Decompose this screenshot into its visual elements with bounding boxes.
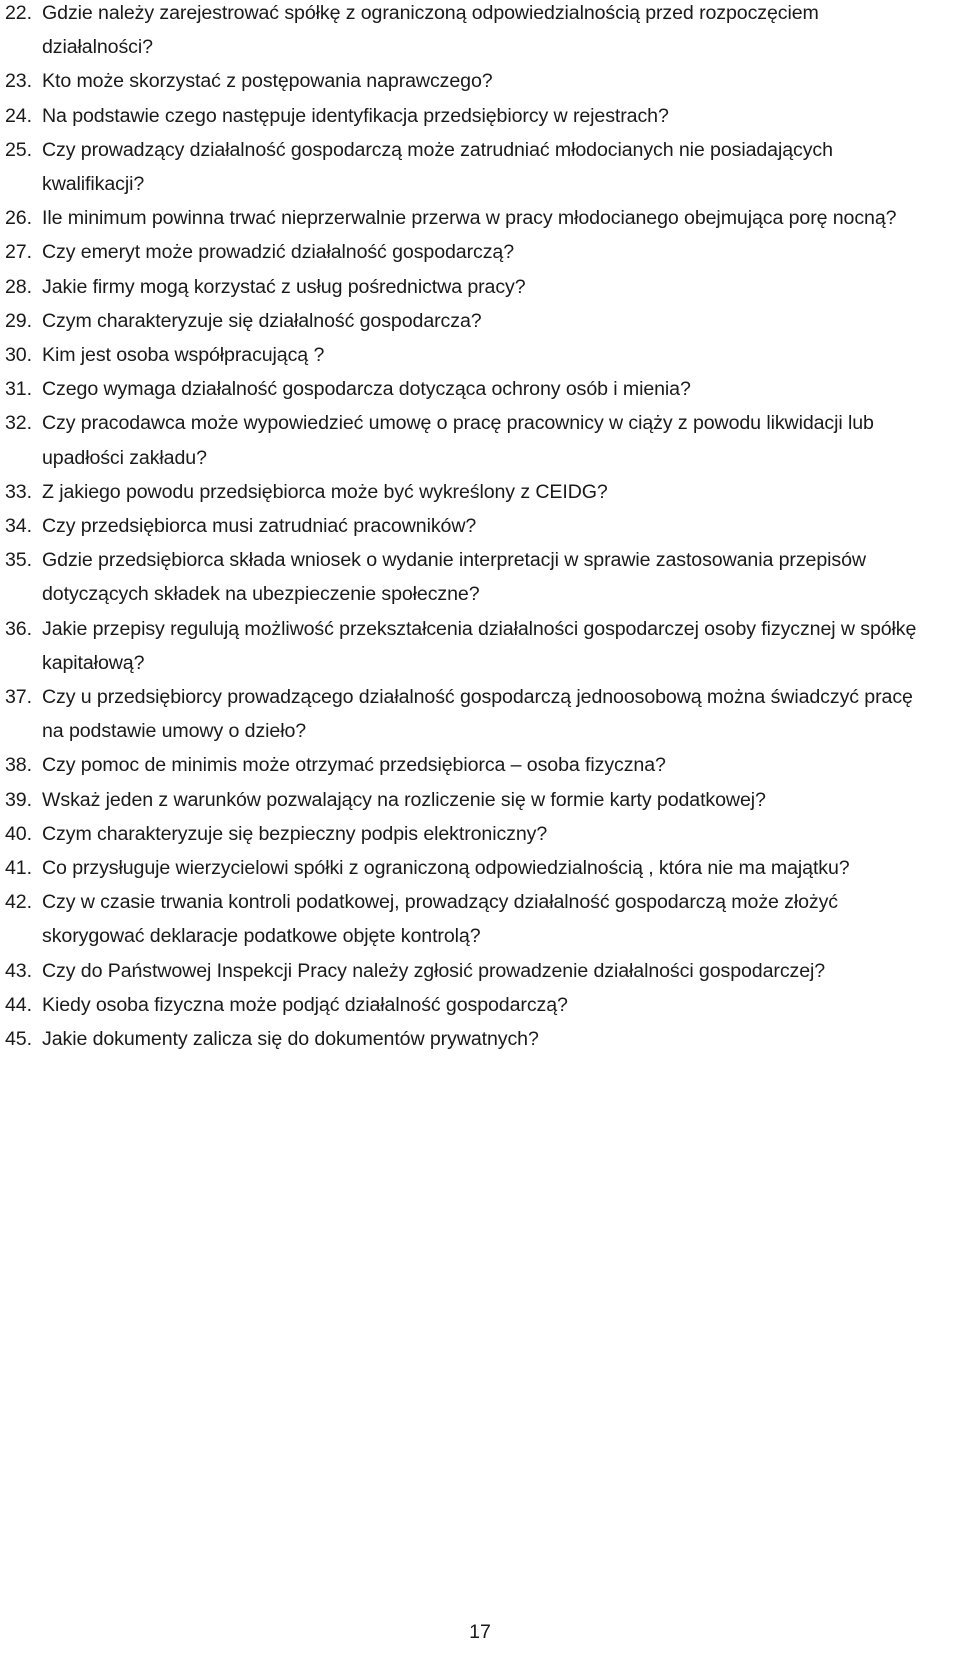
question-number: 22.: [5, 2, 32, 24]
question-text: Czym charakteryzuje się działalność gospodarcza?: [42, 309, 482, 332]
question-text: Kim jest osoba współpracującą ?: [42, 344, 325, 367]
question-number: 32.: [5, 412, 32, 435]
question-number: 31.: [5, 378, 32, 401]
question-item-41: [5, 851, 925, 885]
question-item-22: [5, 0, 925, 64]
question-item-28: [5, 270, 925, 304]
question-item-32: [5, 406, 925, 474]
question-number: 29.: [5, 309, 32, 332]
question-number: 44.: [5, 993, 32, 1016]
question-text: Czego wymaga działalność gospodarcza dotycząca ochrony osób i mienia?: [42, 378, 691, 401]
question-item-23: [5, 64, 925, 98]
question-item-33: [5, 475, 925, 509]
question-text: Czy przedsiębiorca musi zatrudniać pracowników?: [42, 515, 477, 538]
question-item-38: [5, 748, 925, 782]
question-item-35: [5, 543, 925, 611]
question-text: Czy prowadzący działalność gospodarczą może zatrudniać młodocianych nie posiadających kwalifikacji?: [42, 138, 833, 196]
question-item-36: [5, 612, 925, 680]
page-number: 17: [469, 1621, 491, 1643]
question-item-37: [5, 680, 925, 748]
question-text: Ile minimum powinna trwać nieprzerwalnie przerwa w pracy młodocianego obejmująca porę nocną?: [42, 207, 897, 230]
question-text: Jakie firmy mogą korzystać z usług pośrednictwa pracy?: [42, 275, 526, 298]
question-number: 45.: [5, 1028, 32, 1051]
question-text: Z jakiego powodu przedsiębiorca może być wykreślony z CEIDG?: [42, 480, 608, 503]
question-item-30: [5, 338, 925, 372]
question-number: 23.: [5, 70, 32, 93]
question-text: Czy emeryt może prowadzić działalność gospodarczą?: [42, 241, 514, 264]
question-text: Czym charakteryzuje się bezpieczny podpis elektroniczny?: [42, 822, 548, 845]
question-number: 26.: [5, 207, 32, 230]
question-item-40: [5, 817, 925, 851]
question-text: Co przysługuje wierzycielowi spółki z ograniczoną odpowiedzialnością , która nie ma majątku?: [42, 857, 850, 880]
question-number: 39.: [5, 788, 32, 811]
question-text: Gdzie należy zarejestrować spółkę z ograniczoną odpowiedzialnością przed rozpoczęciem działalności?: [42, 2, 819, 59]
question-number: 42.: [5, 891, 32, 914]
question-number: 34.: [5, 515, 32, 538]
question-item-45: [5, 1022, 925, 1056]
question-item-27: [5, 235, 925, 269]
question-item-44: [5, 988, 925, 1022]
question-number: 37.: [5, 686, 32, 709]
question-item-43: [5, 954, 925, 988]
question-number: 38.: [5, 754, 32, 777]
question-number: 28.: [5, 275, 32, 298]
question-text: Gdzie przedsiębiorca składa wniosek o wydanie interpretacji w sprawie zastosowania przepisów dotyczących składek na ubezpieczenie społeczne?: [42, 549, 866, 606]
question-text: Czy w czasie trwania kontroli podatkowej, prowadzący działalność gospodarczą może złożyć skorygować deklaracje podatkowe objęte kontrolą?: [42, 891, 838, 948]
question-number: 24.: [5, 104, 32, 127]
question-item-29: [5, 304, 925, 338]
question-number: 40.: [5, 822, 32, 845]
question-text: Czy u przedsiębiorcy prowadzącego działalność gospodarczą jednoosobową można świadczyć pracę na podstawie umowy o dzieło?: [42, 686, 913, 743]
question-text: Na podstawie czego następuje identyfikacja przedsiębiorcy w rejestrach?: [42, 104, 669, 127]
question-item-26: [5, 201, 925, 235]
question-item-25: [5, 133, 925, 201]
question-number: 27.: [5, 241, 32, 264]
question-number: 43.: [5, 959, 32, 982]
question-number: 30.: [5, 344, 32, 367]
question-item-42: [5, 885, 925, 953]
question-number: 35.: [5, 549, 32, 572]
question-item-34: [5, 509, 925, 543]
question-text: Kiedy osoba fizyczna może podjąć działalność gospodarczą?: [42, 993, 568, 1016]
question-number: 36.: [5, 617, 32, 640]
question-item-24: [5, 99, 925, 133]
question-text: Jakie przepisy regulują możliwość przekształcenia działalności gospodarczej osoby fizycznej w spółkę kapitałową?: [42, 617, 917, 674]
question-item-39: [5, 783, 925, 817]
question-text: Czy do Państwowej Inspekcji Pracy należy zgłosić prowadzenie działalności gospodarczej?: [42, 959, 826, 982]
question-text: Czy pomoc de minimis może otrzymać przedsiębiorca – osoba fizyczna?: [42, 754, 666, 777]
question-number: 25.: [5, 138, 32, 161]
question-text: Kto może skorzystać z postępowania naprawczego?: [42, 70, 493, 93]
question-number: 33.: [5, 480, 32, 503]
question-number: 41.: [5, 857, 32, 880]
question-text: Jakie dokumenty zalicza się do dokumentów prywatnych?: [42, 1028, 539, 1051]
question-list: [5, 0, 925, 1056]
question-text: Wskaż jeden z warunków pozwalający na rozliczenie się w formie karty podatkowej?: [42, 788, 766, 811]
question-text: Czy pracodawca może wypowiedzieć umowę o pracę pracownicy w ciąży z powodu likwidacji lub upadłości zakładu?: [42, 412, 874, 469]
question-item-31: [5, 372, 925, 406]
